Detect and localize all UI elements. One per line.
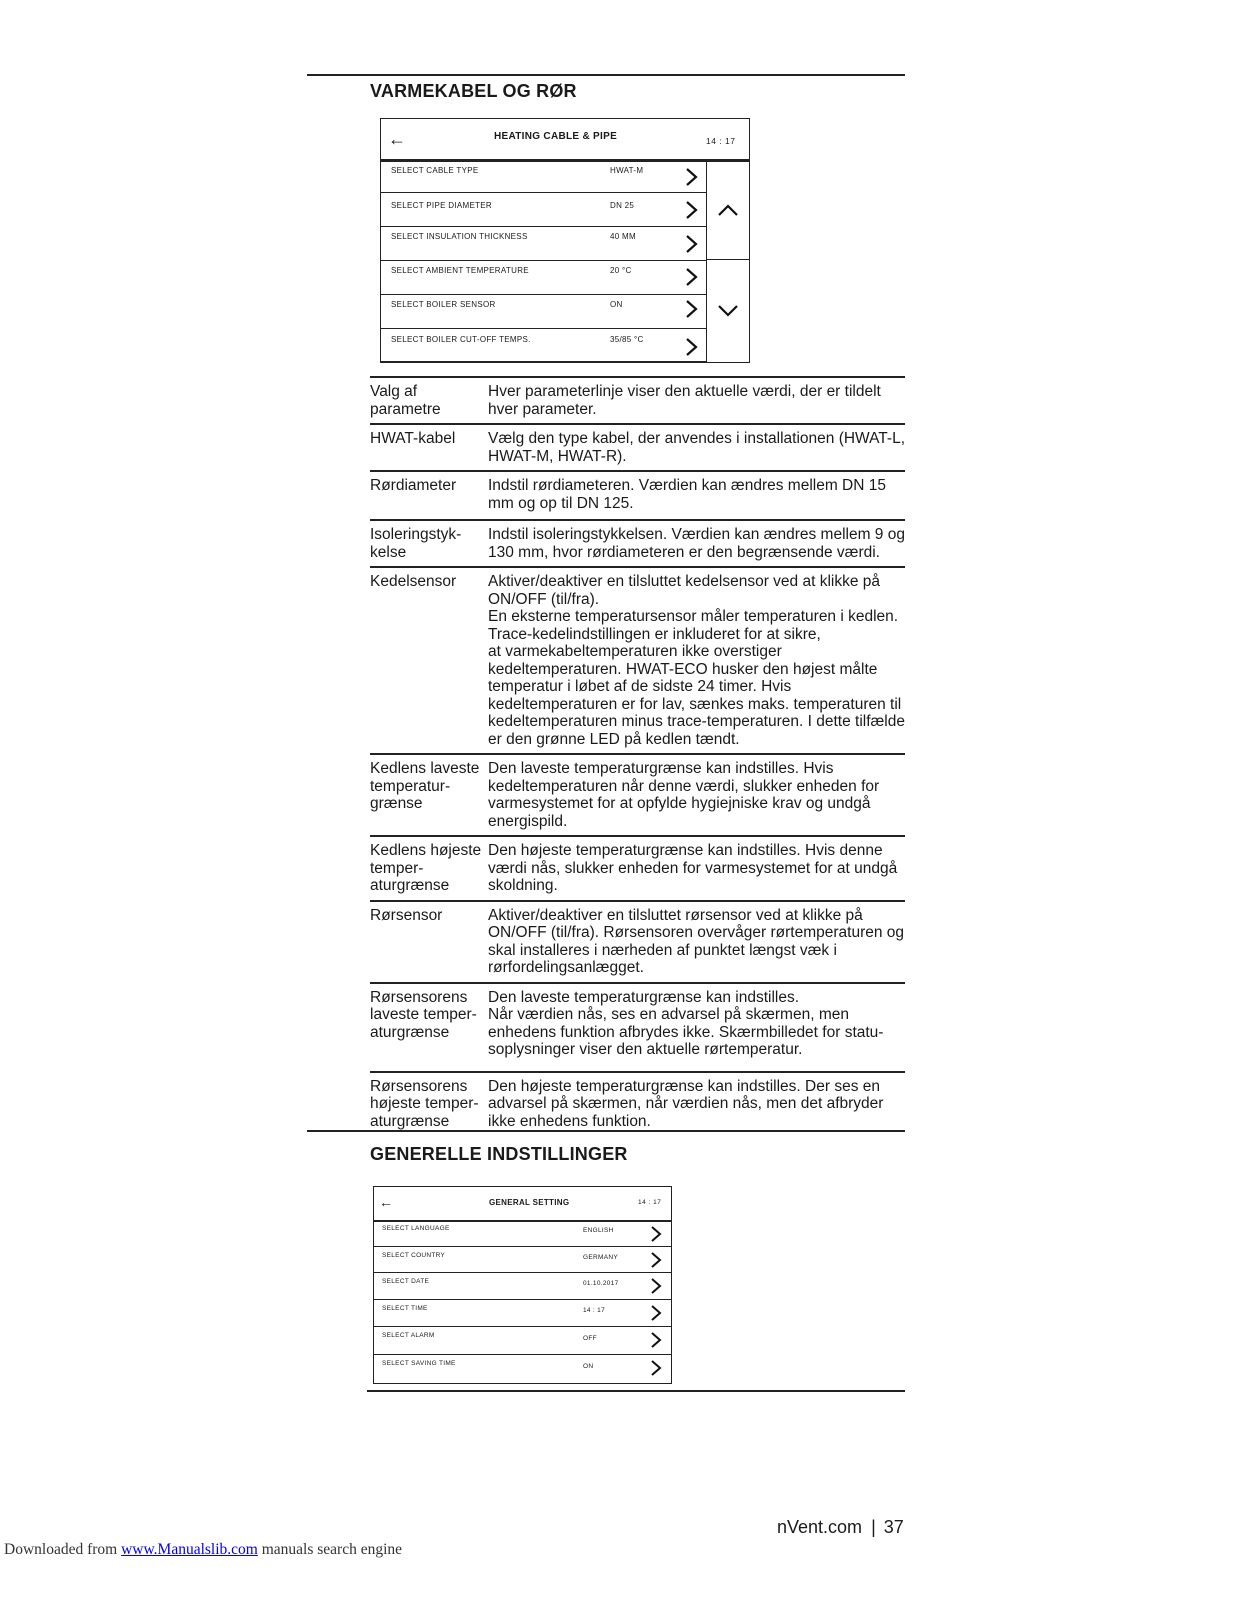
table-term: Kedelsensor [370,573,457,590]
table-term: Rørsensorens laveste temper-aturgrænse [370,988,477,1041]
chevron-right-icon[interactable] [650,1277,662,1295]
table-row [370,900,905,982]
screen-title: HEATING CABLE & PIPE [494,131,618,142]
chevron-up-icon [717,203,739,217]
screen-topbar [374,1187,671,1222]
section-bottom-rule [367,1390,905,1392]
setting-row-country[interactable] [374,1247,671,1273]
back-arrow-icon[interactable]: ← [388,129,406,149]
setting-value: ON [583,1363,594,1370]
setting-label: SELECT AMBIENT TEMPERATURE [391,266,529,275]
setting-label: SELECT PIPE DIAMETER [391,201,492,210]
table-definition: Aktiver/deaktiver en tilsluttet kedelsensor ved at klikke på ON/OFF (til/fra). En eksterne temperatursensor måler temperaturen i kedlen. Trace-kedelindstillingen er inkluderet for at sikre, at varmekabeltemperaturen ikke overstiger kedeltemperaturen. HWAT-ECO husker den højest målte temperatur i løbet af de sidste 24 timer. Hvis kedeltemperaturen er for lav, sænkes maks. temperaturen til kedeltemperaturen minus trace-temperaturen. I dette tilfælde er den grønne LED på kedlen tændt. [488,573,905,748]
chevron-right-icon[interactable] [684,267,698,287]
table-definition: Hver parameterlinje viser den aktuelle værdi, der er tildelt hver parameter. [488,383,881,418]
section-heading-heating-cable: VARMEKABEL OG RØR [370,81,577,101]
chevron-right-icon[interactable] [650,1225,662,1243]
table-definition: Vælg den type kabel, der anvendes i installationen (HWAT-L, HWAT-M, HWAT-R). [488,430,906,465]
setting-row-ambient-temperature[interactable] [381,261,706,295]
chevron-right-icon[interactable] [684,299,698,319]
setting-row-date[interactable] [374,1273,671,1300]
setting-label: SELECT CABLE TYPE [391,166,479,175]
table-term: HWAT-kabel [370,430,456,447]
setting-label: SELECT BOILER CUT-OFF TEMPS. [391,335,531,344]
download-notice [4,1541,402,1559]
scroll-up-button[interactable] [707,159,749,260]
table-definition: Den laveste temperaturgrænse kan indstilles. Hvis kedeltemperaturen når denne værdi, slukker enheden for varmesystemet for at opfylde hygiejniske krav og undgå energispild. [488,760,880,830]
table-term: Isoleringstyk-kelse [370,526,462,561]
table-row [370,566,905,753]
download-prefix: Downloaded from [4,1541,118,1558]
section-heading-general-settings: GENERELLE INDSTILLINGER [370,1144,628,1164]
back-arrow-icon[interactable]: ← [379,1194,393,1210]
table-definition: Den højeste temperaturgrænse kan indstilles. Hvis denne værdi nås, slukker enheden for varmesystemet for at undgå skoldning. [488,842,898,894]
setting-label: SELECT SAVING TIME [382,1360,456,1367]
setting-row-alarm[interactable] [374,1327,671,1355]
setting-row-time[interactable] [374,1300,671,1327]
table-term: Kedlens laveste temperatur-grænse [370,760,480,812]
chevron-right-icon[interactable] [684,337,698,357]
table-row [370,1071,905,1136]
setting-label: SELECT ALARM [382,1332,435,1339]
chevron-down-icon [717,304,739,318]
table-definition: Indstil rørdiameteren. Værdien kan ændres mellem DN 15 mm og op til DN 125. [488,477,886,512]
setting-label: SELECT INSULATION THICKNESS [391,232,528,241]
setting-label: SELECT BOILER SENSOR [391,300,496,309]
table-definition: Den laveste temperaturgrænse kan indstilles. Når værdien nås, ses en advarsel på skærmen, men enhedens funktion afbrydes ikke. Skærmbilledet for statu-soplysninger viser den aktuelle rørtemperatur. [488,988,884,1058]
setting-row-boiler-sensor[interactable] [381,295,706,329]
setting-label: SELECT TIME [382,1305,428,1312]
setting-value: GERMANY [583,1254,618,1261]
setting-value: ON [610,300,623,309]
table-term: Kedlens højeste temper-aturgrænse [370,842,482,894]
setting-row-language[interactable] [374,1220,671,1247]
table-term: Rørsensorens højeste temper-aturgrænse [370,1077,479,1130]
table-term: Valg af parametre [370,383,441,418]
setting-row-insulation-thickness[interactable] [381,227,706,261]
table-row [370,423,905,470]
setting-value: 14 : 17 [583,1307,605,1314]
general-setting-screen [373,1186,672,1384]
screen-topbar [381,119,749,162]
table-row [370,982,905,1071]
screen-clock: 14 : 17 [706,136,736,146]
table-row [370,470,905,519]
scroll-down-button[interactable] [707,260,749,362]
setting-label: SELECT COUNTRY [382,1252,446,1259]
chevron-right-icon[interactable] [684,167,698,187]
setting-value: 40 MM [610,232,636,241]
setting-label: SELECT LANGUAGE [382,1225,450,1232]
section-divider-rule [307,1130,905,1132]
parameter-description-table [370,376,905,1135]
chevron-right-icon[interactable] [650,1251,662,1269]
page-number: 37 [883,1517,904,1537]
setting-row-saving-time[interactable] [374,1355,671,1383]
screen-title: GENERAL SETTING [489,1198,570,1207]
setting-value: ENGLISH [583,1227,614,1234]
chevron-right-icon[interactable] [650,1359,662,1377]
heating-cable-screen [380,118,750,363]
table-term: Rørsensor [370,906,443,924]
chevron-right-icon[interactable] [684,200,698,220]
section-top-rule [307,74,905,76]
chevron-right-icon[interactable] [650,1304,662,1322]
setting-value: 35/85 °C [610,335,644,344]
setting-label: SELECT DATE [382,1278,430,1285]
download-suffix: manuals search engine [261,1541,403,1558]
footer-separator: | [871,1517,876,1537]
setting-value: 20 °C [610,266,632,275]
setting-row-cable-type[interactable] [381,159,706,193]
screen-clock: 14 : 17 [638,1199,662,1206]
setting-value: HWAT-M [610,166,644,175]
table-row [370,376,905,423]
chevron-right-icon[interactable] [684,234,698,254]
footer-site[interactable]: nVent.com [777,1517,863,1537]
setting-value: 01.10.2017 [583,1280,619,1287]
table-definition: Indstil isoleringstykkelsen. Værdien kan ændres mellem 9 og 130 mm, hvor rørdiameteren er den begrænsende værdi. [488,526,905,561]
table-row [370,753,905,835]
setting-row-boiler-cutoff[interactable] [381,329,706,362]
table-row [370,519,905,566]
setting-value: OFF [583,1335,597,1342]
setting-value: DN 25 [610,201,635,210]
table-definition: Aktiver/deaktiver en tilsluttet rørsensor ved at klikke på ON/OFF (til/fra). Rørsensoren overvåger rørtemperaturen og skal installeres i nærheden af punktet længst væk i rørfordelingsanlægget. [488,906,905,976]
page-footer [777,1517,904,1538]
scroll-panel [706,159,749,362]
setting-row-pipe-diameter[interactable] [381,193,706,227]
table-term: Rørdiameter [370,477,457,494]
table-row [370,835,905,900]
manualslib-link[interactable]: www.Manualslib.com [121,1541,258,1558]
chevron-right-icon[interactable] [650,1331,662,1349]
table-definition: Den højeste temperaturgrænse kan indstilles. Der ses en advarsel på skærmen, når værdien nås, men det afbryder ikke enhedens funktion. [488,1077,884,1130]
